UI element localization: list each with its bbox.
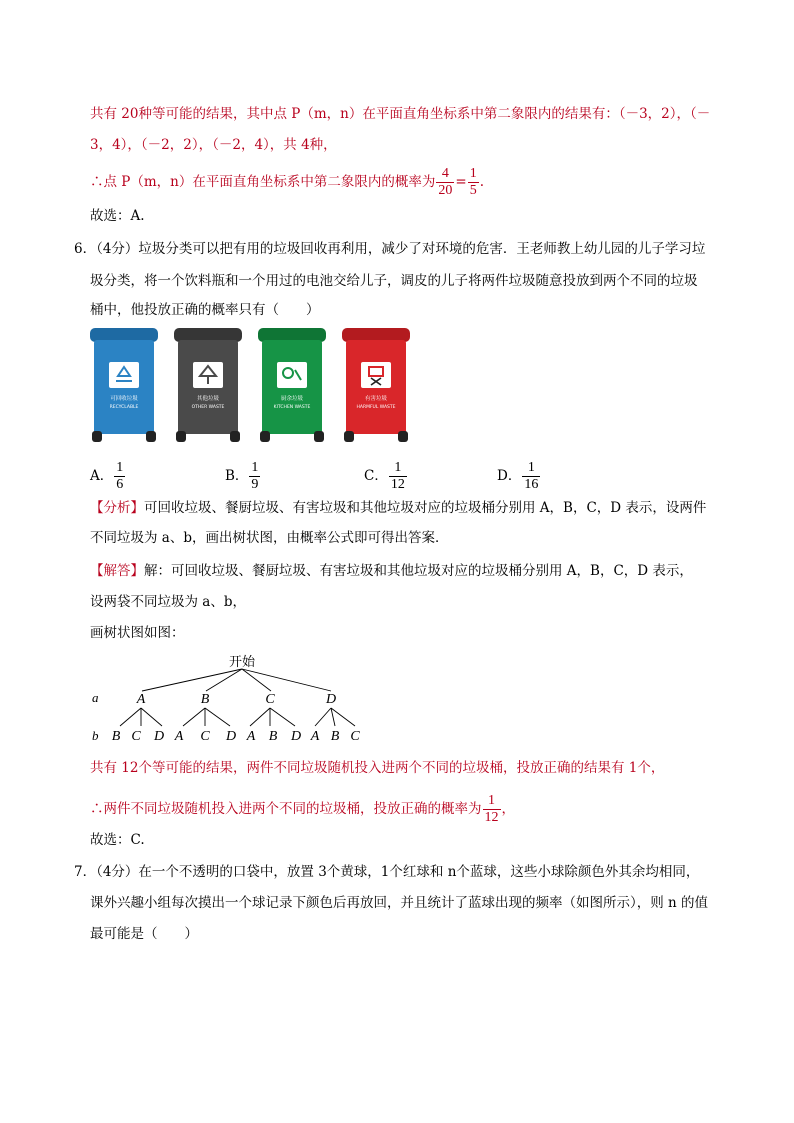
intro-fraction-2-denominator: 5 (469, 183, 477, 198)
bin-harmful-en: HARMFUL WASTE (356, 405, 396, 410)
tree-leaf: D (153, 729, 165, 744)
bin-other-waste (174, 328, 242, 442)
option-c-denominator: 12 (390, 477, 405, 492)
option-c-fraction (389, 460, 407, 493)
option-b-numerator: 1 (251, 460, 259, 475)
analysis-tag: 【分析】 (90, 500, 144, 516)
bin-recyclable-cn: 可回收垃圾 (110, 396, 138, 402)
answer-tag: 【解答】 (90, 563, 144, 579)
option-b-fraction (249, 460, 260, 493)
tree-node-c: C (265, 692, 275, 707)
tree-leaf: B (268, 729, 278, 744)
analysis-line-1 (90, 498, 706, 518)
harmful-waste-icon (361, 362, 391, 388)
tree-leaf: A (310, 729, 320, 744)
option-d-letter: D． (497, 468, 522, 484)
q7-stem-line-3: 最可能是（ ） (90, 926, 198, 942)
tree-caption: 画树状图如图： (90, 625, 185, 641)
tree-diagram (84, 648, 374, 748)
q6-stem-line-2: 圾分类，将一个饮料瓶和一个用过的电池交给儿子，调皮的儿子将两件垃圾随意投放到两个不同的垃圾 (90, 273, 698, 289)
option-d-denominator: 16 (524, 477, 539, 492)
tree-node-b: B (200, 692, 210, 707)
bin-other-en: OTHER WASTE (191, 405, 225, 410)
analysis-text-1: 可回收垃圾、餐厨垃圾、有害垃圾和其他垃圾对应的垃圾桶分别用 A，B，C，D 表示，设两件 (144, 500, 707, 516)
result-fraction-numerator: 1 (483, 793, 501, 810)
intro-fraction-1-denominator: 20 (438, 183, 453, 198)
bin-recyclable (90, 328, 158, 442)
tree-leaf: D (225, 729, 237, 744)
q6-choose: 故选：C. (90, 832, 145, 848)
option-d-fraction (522, 460, 540, 493)
tree-edges-level2 (120, 708, 355, 726)
bin-recyclable-en: RECYCLABLE (109, 405, 139, 410)
option-b-denominator: 9 (251, 477, 259, 492)
answer-line-1 (90, 561, 693, 581)
option-a-denominator: 6 (116, 477, 124, 492)
tree-row-a-label: a (92, 690, 99, 705)
intro-end: . (479, 174, 484, 190)
intro-fraction-2-numerator: 1 (469, 166, 477, 181)
q7-stem-line-1: 7．（4分）在一个不透明的口袋中，放置 3个黄球，1个红球和 n个蓝球，这些小球除颜色外其余均相同， (74, 864, 700, 880)
tree-edges-level1 (142, 669, 331, 691)
option-a-numerator: 1 (116, 460, 124, 475)
tree-leaf: B (111, 729, 121, 744)
option-c[interactable] (364, 460, 408, 493)
tree-leaf: C (200, 729, 210, 744)
option-b[interactable] (225, 460, 261, 493)
tree-row-b-label: b (92, 728, 99, 743)
result-fraction-denominator: 12 (484, 810, 499, 825)
option-d[interactable] (497, 460, 541, 493)
result-line-2-text: ∴两件不同垃圾随机投入进两个不同的垃圾桶，投放正确的概率为 (90, 801, 482, 817)
bin-kitchen-cn: 厨余垃圾 (280, 396, 304, 402)
recycle-icon (109, 362, 139, 388)
kitchen-waste-icon (277, 362, 307, 388)
trash-bins-image (88, 326, 413, 446)
q6-stem-line-3: 桶中，他投放正确的概率只有（ ） (90, 302, 320, 318)
bin-harmful-cn: 有害垃圾 (364, 396, 388, 402)
q6-stem-line-1: 6．（4分）垃圾分类可以把有用的垃圾回收再利用，减少了对环境的危害．王老师教上幼儿园的儿子学习垃 (74, 241, 706, 257)
tree-node-a: A (136, 692, 146, 707)
tree-root: 开始 (228, 655, 256, 670)
option-a-letter: A． (90, 468, 114, 484)
bin-kitchen-waste (258, 328, 326, 442)
result-fraction (483, 793, 501, 826)
intro-line-3 (90, 166, 484, 199)
intro-fraction-1 (436, 166, 454, 199)
result-line-2-end: ， (501, 801, 515, 817)
tree-leaf: B (330, 729, 340, 744)
intro-line-2: 3，4），（－2，2），（－2，4），共 4种， (90, 137, 337, 153)
intro-equals: = (455, 174, 467, 190)
bin-harmful-waste (342, 328, 410, 442)
tree-leaf: A (174, 729, 184, 744)
tree-leaf: D (290, 729, 302, 744)
answer-line-2: 设两袋不同垃圾为 a、b， (90, 594, 246, 610)
other-waste-icon (193, 362, 223, 388)
tree-leaf: C (350, 729, 360, 744)
bin-kitchen-en: KITCHEN WASTE (273, 405, 311, 410)
q7-stem-line-2: 课外兴趣小组每次摸出一个球记录下颜色后再放回，并且统计了蓝球出现的频率（如图所示），则 n 的值 (90, 895, 709, 911)
result-line-1: 共有 12个等可能的结果，两件不同垃圾随机投入进两个不同的垃圾桶，投放正确的结果有 1个， (90, 760, 665, 776)
bin-other-cn: 其他垃圾 (196, 396, 220, 402)
tree-node-d: D (325, 692, 337, 707)
option-c-letter: C． (364, 468, 388, 484)
intro-line-1: 共有 20种等可能的结果，其中点 P（m，n）在平面直角坐标系中第二象限内的结果有：（－3，2），（－ (90, 106, 711, 122)
intro-fraction-1-numerator: 4 (436, 166, 454, 183)
option-a-fraction (114, 460, 125, 493)
option-b-letter: B． (225, 468, 249, 484)
tree-leaf: C (131, 729, 141, 744)
option-c-numerator: 1 (389, 460, 407, 477)
option-a[interactable] (90, 460, 126, 493)
intro-fraction-2 (468, 166, 479, 199)
intro-line-3-text: ∴点 P（m，n）在平面直角坐标系中第二象限内的概率为 (90, 174, 436, 190)
tree-leaf: A (246, 729, 256, 744)
analysis-line-2: 不同垃圾为 a、b，画出树状图，由概率公式即可得出答案． (90, 530, 449, 546)
answer-text-1: 解：可回收垃圾、餐厨垃圾、有害垃圾和其他垃圾对应的垃圾桶分别用 A，B，C，D 表示， (144, 563, 693, 579)
option-d-numerator: 1 (522, 460, 540, 477)
result-line-2 (90, 793, 515, 826)
intro-choose: 故选：A. (90, 208, 145, 224)
